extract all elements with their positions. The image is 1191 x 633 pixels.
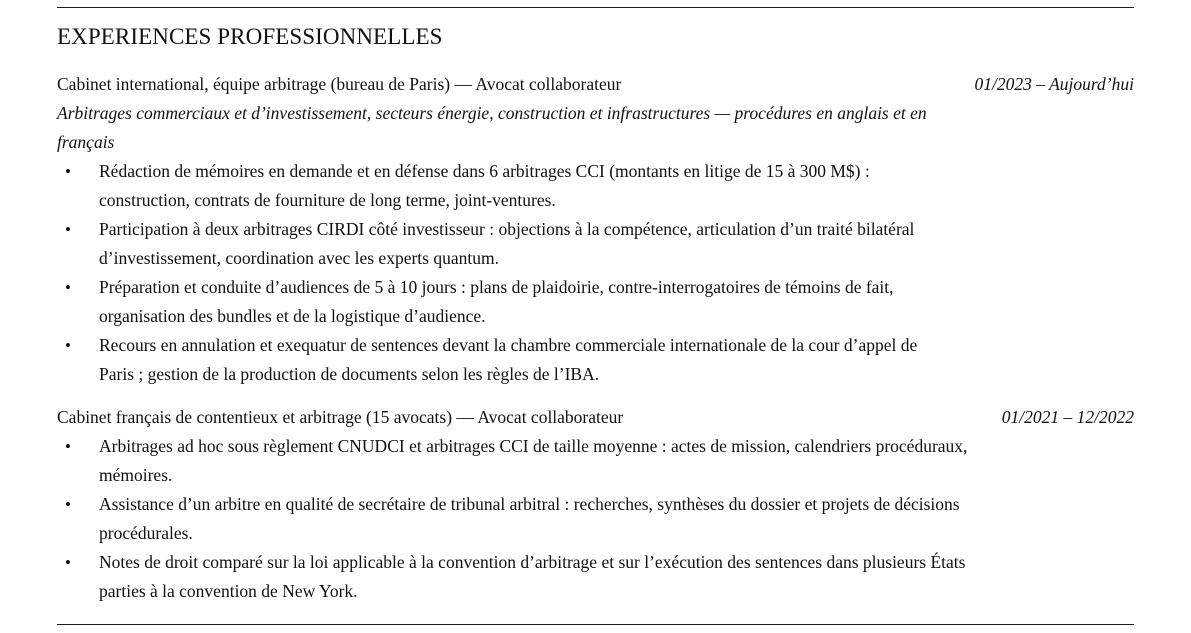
- bullet-item: [57, 215, 949, 273]
- job-entry: [57, 70, 1134, 389]
- bullet-dot-icon: •: [65, 336, 71, 355]
- section-title: EXPERIENCES PROFESSIONNELLES: [57, 24, 443, 49]
- resume-section: [57, 0, 1134, 633]
- bullet-dot-icon: •: [65, 553, 71, 572]
- job-bullets: [57, 432, 1134, 606]
- bullet-item: [57, 490, 969, 548]
- bullet-text: Rédaction de mémoires en demande et en défense dans 6 arbitrages CCI (montants en litige de 15 à 300 M$) : construction, contrats de fourniture de long terme, joint-ventures.: [99, 161, 870, 210]
- job-header: [57, 70, 1134, 99]
- bullet-text: Recours en annulation et exequatur de sentences devant la chambre commerciale internationale de la cour d’appel de Paris ; gestion de la production de documents selon les règles de l’IBA.: [99, 335, 918, 384]
- bullet-dot-icon: •: [65, 495, 71, 514]
- bullet-text: Préparation et conduite d’audiences de 5 à 10 jours : plans de plaidoirie, contre-interrogatoires de témoins de fait, organisation des bundles et de la logistique d’audience.: [99, 277, 894, 326]
- bullet-item: [57, 331, 949, 389]
- job-header: [57, 403, 1134, 432]
- bullet-text: Assistance d’un arbitre en qualité de secrétaire de tribunal arbitral : recherches, synthèses du dossier et projets de décisions procédurales.: [99, 494, 960, 543]
- bullet-dot-icon: •: [65, 278, 71, 297]
- job-title: Cabinet international, équipe arbitrage (bureau de Paris) — Avocat collaborateur: [57, 74, 622, 94]
- top-divider: [57, 7, 1134, 8]
- job-description: Arbitrages commerciaux et d’investissement, secteurs énergie, construction et infrastructures — procédures en anglais et en français: [57, 103, 927, 152]
- bullet-text: Notes de droit comparé sur la loi applicable à la convention d’arbitrage et sur l’exécution des sentences dans plusieurs États parties à la convention de New York.: [99, 552, 966, 601]
- bullet-dot-icon: •: [65, 437, 71, 456]
- bottom-divider: [57, 624, 1134, 625]
- bullet-item: [57, 157, 949, 215]
- bullet-item: [57, 273, 949, 331]
- job-dates: 01/2023 – Aujourd’hui: [974, 74, 1134, 94]
- job-bullets: [57, 157, 1134, 389]
- bullet-dot-icon: •: [65, 220, 71, 239]
- bullet-dot-icon: •: [65, 162, 71, 181]
- bullet-text: Arbitrages ad hoc sous règlement CNUDCI et arbitrages CCI de taille moyenne : actes de mission, calendriers procéduraux, mémoires.: [99, 436, 968, 485]
- job-dates: 01/2021 – 12/2022: [1001, 407, 1134, 427]
- bullet-item: [57, 432, 969, 490]
- bullet-item: [57, 548, 969, 606]
- bullet-text: Participation à deux arbitrages CIRDI côté investisseur : objections à la compétence, articulation d’un traité bilatéral d’investissement, coordination avec les experts quantum.: [99, 219, 915, 268]
- job-entry: [57, 403, 1134, 606]
- job-title: Cabinet français de contentieux et arbitrage (15 avocats) — Avocat collaborateur: [57, 407, 624, 427]
